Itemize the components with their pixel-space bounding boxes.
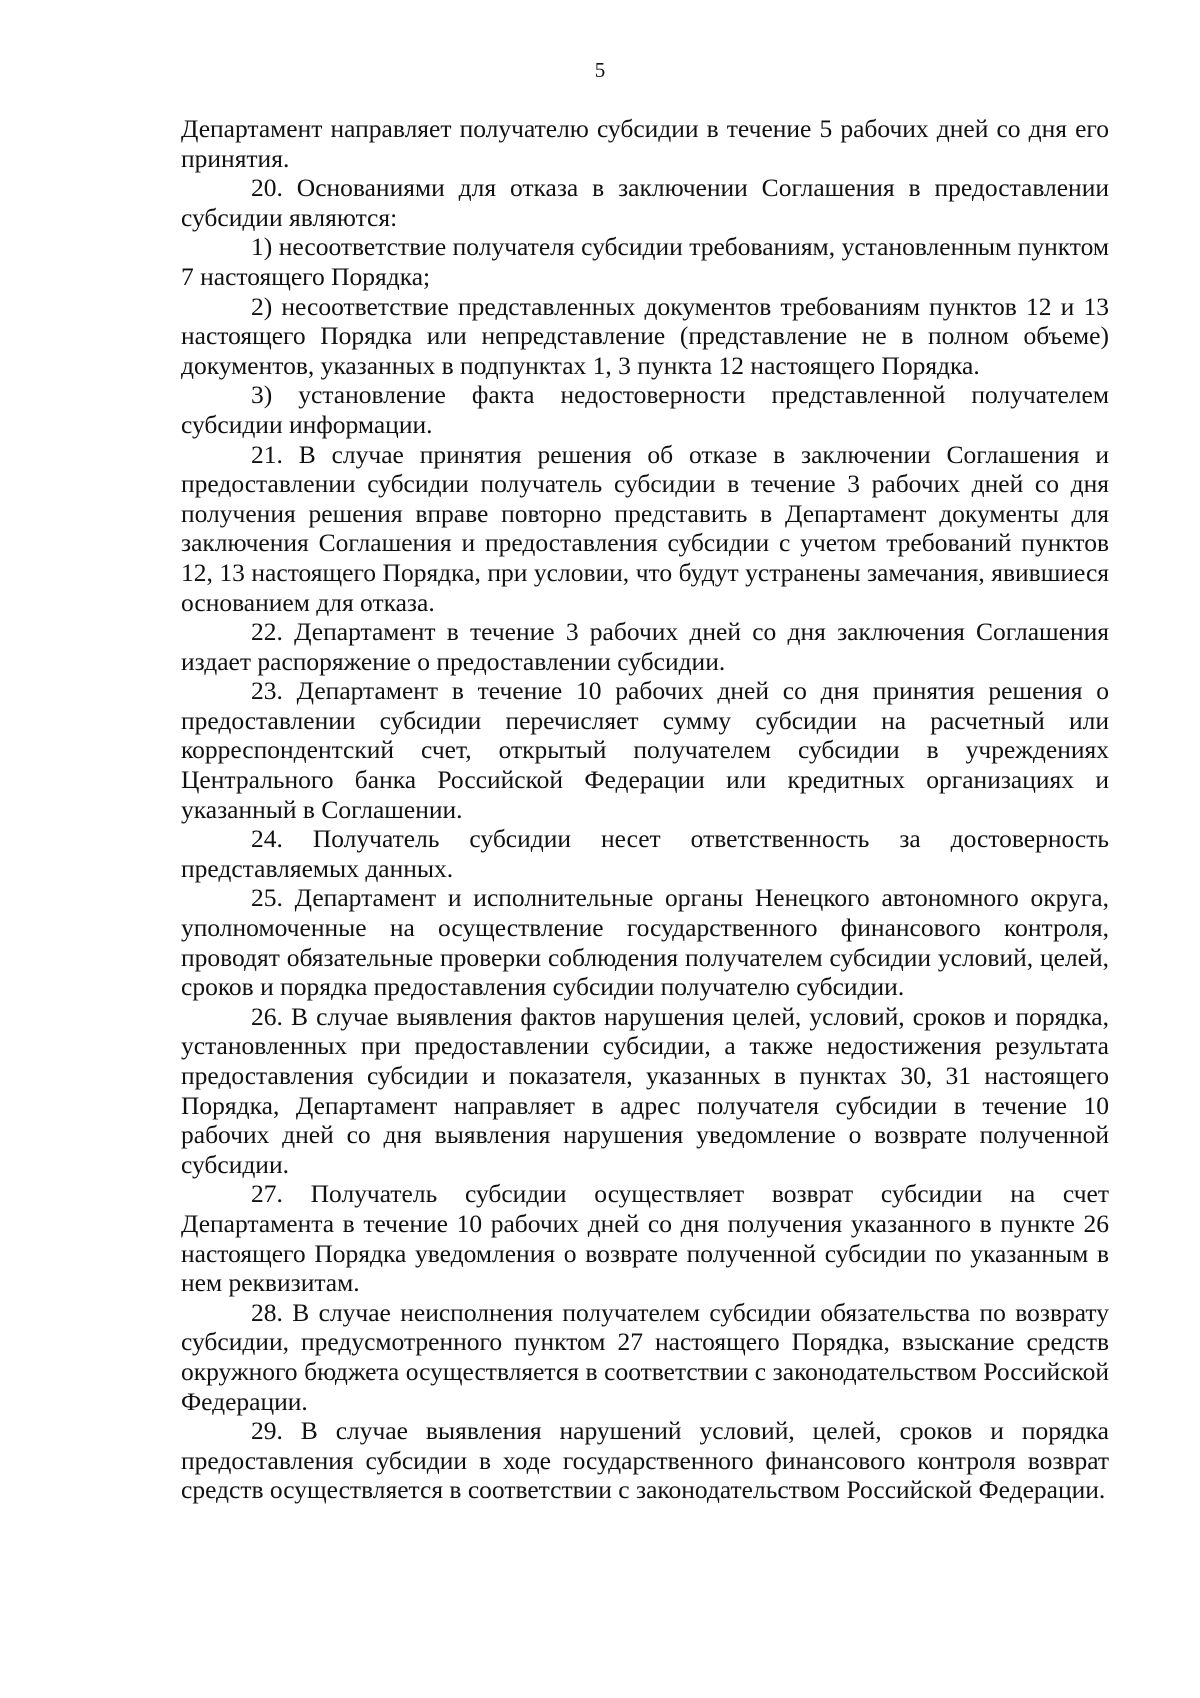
paragraph-22: 22. Департамент в течение 3 рабочих дней со дня заключения Соглашения издает распоряжение о предоставлении субсидии. bbox=[181, 617, 1109, 676]
paragraph-27: 27. Получатель субсидии осуществляет возврат субсидии на счет Департамента в течение 10 рабочих дней со дня получения указанного в пункте 26 настоящего Порядка уведомления о возврате полученной субсидии по указанным в нем реквизитам. bbox=[181, 1179, 1109, 1298]
paragraph-20-item-1: 1) несоответствие получателя субсидии требованиям, установленным пунктом 7 настоящего Порядка; bbox=[181, 232, 1109, 291]
paragraph-29: 29. В случае выявления нарушений условий, целей, сроков и порядка предоставления субсидии в ходе государственного финансового контроля возврат средств осуществляется в соответствии с законодательством Российской Федерации. bbox=[181, 1416, 1109, 1505]
paragraph-21: 21. В случае принятия решения об отказе в заключении Соглашения и предоставлении субсидии получатель субсидии в течение 3 рабочих дней со дня получения решения вправе повторно представить в Департамент документы для заключения Соглашения и предоставления субсидии с учетом требований пунктов 12, 13 настоящего Порядка, при условии, что будут устранены замечания, явившиеся основанием для отказа. bbox=[181, 439, 1109, 617]
paragraph-28: 28. В случае неисполнения получателем субсидии обязательства по возврату субсидии, предусмотренного пунктом 27 настоящего Порядка, взыскание средств окружного бюджета осуществляется в соответствии с законодательством Российской Федерации. bbox=[181, 1297, 1109, 1416]
document-body bbox=[181, 114, 1109, 1505]
paragraph-26: 26. В случае выявления фактов нарушения целей, условий, сроков и порядка, установленных при предоставлении субсидии, а также недостижения результата предоставления субсидии и показателя, указанных в пунктах 30, 31 настоящего Порядка, Департамент направляет в адрес получателя субсидии в течение 10 рабочих дней со дня выявления нарушения уведомление о возврате полученной субсидии. bbox=[181, 1001, 1109, 1179]
page-number: 5 bbox=[594, 58, 606, 82]
paragraph-24: 24. Получатель субсидии несет ответственность за достоверность представляемых данных. bbox=[181, 824, 1109, 883]
paragraph-23: 23. Департамент в течение 10 рабочих дней со дня принятия решения о предоставлении субсидии перечисляет сумму субсидии на расчетный или корреспондентский счет, открытый получателем субсидии в учреждениях Центрального банка Российской Федерации или кредитных организациях и указанный в Соглашении. bbox=[181, 676, 1109, 824]
paragraph-20-item-2: 2) несоответствие представленных документов требованиям пунктов 12 и 13 настоящего Порядка или непредставление (представление не в полном объеме) документов, указанных в подпунктах 1, 3 пункта 12 настоящего Порядка. bbox=[181, 291, 1109, 380]
paragraph-20: 20. Основаниями для отказа в заключении Соглашения в предоставлении субсидии являются: bbox=[181, 173, 1109, 232]
paragraph-continuation: Департамент направляет получателю субсидии в течение 5 рабочих дней со дня его принятия. bbox=[181, 114, 1109, 173]
paragraph-25: 25. Департамент и исполнительные органы Ненецкого автономного округа, уполномоченные на осуществление государственного финансового контроля, проводят обязательные проверки соблюдения получателем субсидии условий, целей, сроков и порядка предоставления субсидии получателю субсидии. bbox=[181, 883, 1109, 1002]
paragraph-20-item-3: 3) установление факта недостоверности представленной получателем субсидии информации. bbox=[181, 380, 1109, 439]
